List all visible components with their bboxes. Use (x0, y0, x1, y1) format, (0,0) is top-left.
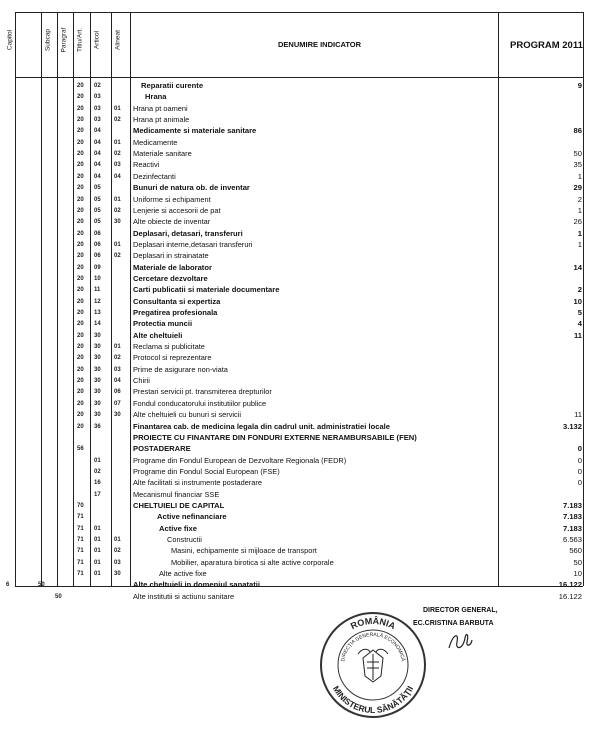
cell-titlu: 71 (77, 571, 84, 578)
cell-articol: 02 (94, 468, 101, 475)
cell-titlu: 20 (77, 355, 84, 362)
header-capitol: Capitol (6, 29, 14, 51)
table-row (0, 205, 600, 217)
table-row (0, 114, 600, 126)
cell-denumire: Active nefinanciare (157, 512, 227, 522)
cell-articol: 03 (94, 105, 101, 112)
cell-titlu: 20 (77, 162, 84, 169)
table-row (0, 273, 600, 285)
cell-alineat: 01 (114, 105, 121, 112)
cell-alineat: 30 (114, 412, 121, 419)
table-row (0, 386, 600, 398)
table-row (0, 352, 600, 364)
cell-titlu: 20 (77, 207, 84, 214)
table-row (0, 182, 600, 194)
cell-articol: 10 (94, 275, 101, 282)
cell-program: 0 (577, 478, 582, 488)
cell-articol: 30 (94, 344, 101, 351)
handwritten-signature (445, 628, 475, 654)
cell-titlu: 70 (77, 502, 84, 509)
cell-program: 1 (577, 228, 582, 238)
cell-titlu: 20 (77, 253, 84, 260)
table-row (0, 443, 600, 455)
cell-denumire: Prime de asigurare non-viata (133, 364, 228, 374)
cell-titlu: 20 (77, 298, 84, 305)
cell-alineat: 30 (114, 571, 121, 578)
table-row (0, 500, 600, 512)
cell-titlu: 71 (77, 548, 84, 555)
table-row (0, 262, 600, 274)
cell-program: 35 (573, 160, 582, 170)
table-row (0, 341, 600, 353)
cell-titlu: 71 (77, 537, 84, 543)
table-row (0, 148, 600, 160)
table-row (0, 307, 600, 319)
cell-program: 2 (577, 285, 582, 295)
table-row (0, 523, 600, 535)
header-subcap: Subcap (44, 28, 52, 52)
cell-titlu: 20 (77, 321, 84, 328)
cell-titlu: 20 (77, 264, 84, 271)
cell-denumire: Mobilier, aparatura birotica si alte active corporale (171, 557, 334, 567)
cell-denumire: Alte active fixe (159, 569, 207, 579)
cell-titlu: 20 (77, 139, 84, 146)
table-row (0, 91, 600, 103)
cell-denumire: Chirii (133, 376, 150, 386)
cell-titlu: 20 (77, 287, 84, 294)
cell-articol: 30 (94, 366, 101, 373)
cell-program: 2 (577, 194, 582, 204)
cell-alineat: 06 (114, 389, 121, 396)
cell-articol: 30 (94, 400, 101, 407)
cell-alineat: 03 (114, 162, 121, 169)
cell-titlu: 20 (77, 117, 84, 124)
cell-titlu: 20 (77, 83, 84, 89)
cell-program: 7.183 (562, 500, 582, 510)
cell-titlu: 56 (77, 446, 84, 453)
table-row (0, 398, 600, 410)
cell-titlu: 20 (77, 332, 84, 339)
cell-articol: 05 (94, 207, 101, 214)
stamp-bottom-text: MINISTERUL SĂNĂTĂŢII (330, 683, 416, 716)
header-denumire: DENUMIRE INDICATOR (278, 40, 362, 49)
cell-program: 1 (577, 171, 582, 181)
cell-denumire: Deplasari interne,detasari transferuri (133, 239, 253, 249)
cell-alineat: 01 (114, 139, 121, 146)
table-row (0, 125, 600, 137)
table-row (0, 511, 600, 523)
cell-denumire: Reparatii curente (141, 81, 204, 90)
cell-capitol: 6 (6, 582, 10, 589)
table-row (0, 364, 600, 376)
table-row (0, 318, 600, 330)
table-row (0, 375, 600, 387)
cell-denumire: Alte institutii si actiunu sanitare (133, 591, 235, 601)
cell-denumire: Constructii (167, 535, 202, 544)
cell-alineat: 01 (114, 241, 121, 248)
header-articol: Articol (93, 30, 101, 50)
cell-alineat: 02 (114, 253, 121, 260)
table-row (0, 409, 600, 421)
cell-titlu: 20 (77, 423, 84, 430)
table-row (0, 284, 600, 296)
cell-program: 6.563 (562, 535, 582, 544)
cell-titlu: 20 (77, 185, 84, 192)
cell-titlu: 20 (77, 378, 84, 385)
header-titlu: Titlu/Art. (76, 28, 84, 52)
cell-titlu: 71 (77, 559, 84, 566)
cell-denumire: Medicamente (133, 137, 178, 147)
cell-denumire: Protocol si reprezentare (133, 353, 212, 363)
table-row (0, 216, 600, 228)
table-row (0, 194, 600, 206)
cell-denumire: Protectia muncii (133, 319, 193, 329)
cell-denumire: Mecanismul financiar SSE (133, 489, 220, 499)
cell-articol: 05 (94, 219, 101, 226)
cell-denumire: Materiale de laborator (133, 262, 212, 272)
table-row (0, 421, 600, 433)
cell-denumire: Prestari servicii pt. transmiterea drepturilor (133, 387, 272, 397)
ministry-stamp (318, 610, 428, 720)
cell-articol: 16 (94, 480, 101, 487)
cell-denumire: Medicamente si materiale sanitare (133, 126, 257, 136)
cell-articol: 01 (94, 537, 101, 543)
table-row (0, 239, 600, 251)
cell-denumire: Hrana pt oameni (133, 103, 188, 113)
table-row (0, 228, 600, 240)
cell-denumire: Programe din Fondul Social European (FSE) (133, 466, 280, 476)
cell-articol: 05 (94, 185, 101, 192)
cell-alineat: 02 (114, 207, 121, 214)
cell-articol: 01 (94, 457, 101, 464)
cell-program: 5 (577, 308, 582, 317)
cell-denumire: Pregatirea profesionala (133, 308, 218, 317)
cell-program: 16.122 (558, 580, 582, 590)
cell-titlu: 20 (77, 400, 84, 407)
cell-titlu: 20 (77, 366, 84, 373)
table-row (0, 568, 600, 580)
header-paragraf: Paragraf (60, 27, 68, 53)
cell-denumire: Carti publicatii si materiale documentare (133, 285, 280, 295)
table-row (0, 477, 600, 489)
cell-articol: 01 (94, 525, 101, 532)
cell-program: 11 (574, 410, 582, 420)
cell-titlu: 20 (77, 94, 84, 101)
cell-program: 4 (577, 319, 582, 329)
cell-articol: 30 (94, 332, 101, 339)
cell-program: 1 (577, 239, 582, 249)
table-row (0, 250, 600, 262)
cell-program: 7.183 (562, 523, 582, 533)
cell-articol: 30 (94, 378, 101, 385)
cell-titlu: 20 (77, 173, 84, 180)
cell-program: 1 (577, 205, 582, 215)
cell-titlu: 20 (77, 151, 84, 158)
cell-program: 86 (573, 126, 582, 136)
table-row (0, 330, 600, 342)
cell-titlu: 20 (77, 128, 84, 135)
cell-program: 29 (573, 183, 582, 193)
cell-articol: 03 (94, 94, 101, 101)
cell-alineat: 01 (114, 196, 121, 203)
cell-titlu: 20 (77, 105, 84, 112)
cell-denumire: Reactivi (133, 160, 160, 170)
cell-denumire: Uniforme si echipament (133, 194, 211, 204)
cell-program: 3.132 (562, 421, 582, 431)
stamp-top-text: ROMÂNIA (348, 615, 398, 632)
cell-program: 50 (573, 557, 582, 567)
cell-articol: 01 (94, 548, 101, 555)
cell-articol: 01 (94, 559, 101, 566)
signature-title: DIRECTOR GENERAL, (423, 607, 498, 614)
table-row (0, 466, 600, 478)
svg-text:ROMÂNIA (349, 615, 398, 632)
cell-denumire: Bunuri de natura ob. de inventar (133, 183, 250, 193)
header-program: PROGRAM 2011 (510, 40, 583, 51)
table-row (0, 545, 600, 557)
cell-alineat: 07 (114, 400, 121, 407)
cell-articol: 04 (94, 139, 101, 146)
cell-denumire: Hrana (145, 92, 167, 102)
cell-titlu: 20 (77, 310, 84, 316)
cell-articol: 06 (94, 253, 101, 260)
cell-program: 14 (573, 262, 582, 272)
table-row (0, 579, 600, 591)
cell-articol: 06 (94, 241, 101, 248)
cell-titlu: 20 (77, 219, 84, 226)
cell-titlu: 20 (77, 241, 84, 248)
cell-subcap: 50 (38, 582, 45, 589)
cell-denumire: Alte cheltuieli cu bunuri si servicii (133, 410, 242, 420)
cell-denumire: CHELTUIELI DE CAPITAL (133, 500, 225, 510)
cell-program: 0 (577, 444, 582, 454)
coat-of-arms-icon (358, 649, 388, 682)
cell-articol: 03 (94, 117, 101, 124)
table-row (0, 557, 600, 569)
cell-program: 9 (577, 81, 582, 90)
cell-articol: 30 (94, 412, 101, 419)
cell-alineat: 30 (114, 219, 121, 226)
cell-alineat: 01 (114, 537, 121, 543)
cell-program: 50 (573, 149, 582, 159)
cell-titlu: 20 (77, 230, 84, 237)
table-row (0, 80, 600, 92)
cell-articol: 04 (94, 173, 101, 180)
cell-program: 10 (573, 569, 582, 579)
table-row (0, 171, 600, 183)
cell-articol: 30 (94, 389, 101, 396)
cell-articol: 14 (94, 321, 101, 328)
cell-denumire: Deplasari in strainatate (133, 251, 209, 261)
cell-denumire: Finantarea cab. de medicina legala din cadrul unit. administratiei locale (133, 421, 390, 431)
cell-alineat: 03 (114, 366, 121, 373)
cell-titlu: 71 (77, 525, 84, 532)
cell-alineat: 04 (114, 173, 121, 180)
table-row (0, 159, 600, 171)
cell-denumire: Programe din Fondul European de Dezvoltare Regionala (FEDR) (133, 455, 347, 465)
stamp-inner-text: DIRECŢIA GENERALĂ ECONOMICĂ (340, 631, 406, 662)
cell-alineat: 02 (114, 548, 121, 555)
cell-articol: 30 (94, 355, 101, 362)
table-row (0, 455, 600, 467)
cell-denumire: Alte cheltuieli in domeniul sanatatii (133, 580, 261, 590)
cell-denumire: Deplasari, detasari, transferuri (133, 228, 243, 238)
cell-denumire: Alte obiecte de inventar (133, 217, 211, 227)
cell-denumire: Reclama si publicitate (133, 342, 205, 352)
cell-denumire: Alte cheltuieli (133, 330, 183, 340)
cell-articol: 01 (94, 571, 101, 578)
cell-titlu: 71 (77, 514, 84, 521)
cell-alineat: 04 (114, 378, 121, 385)
cell-articol: 04 (94, 162, 101, 169)
cell-articol: 36 (94, 423, 101, 430)
cell-alineat: 02 (114, 355, 121, 362)
cell-alineat: 01 (114, 344, 121, 351)
cell-titlu: 20 (77, 275, 84, 282)
cell-denumire: Materiale sanitare (133, 149, 192, 159)
cell-program: 0 (577, 455, 582, 465)
cell-titlu: 20 (77, 412, 84, 419)
cell-alineat: 02 (114, 117, 121, 124)
cell-articol: 12 (94, 298, 101, 305)
cell-program: 10 (573, 296, 582, 306)
table-row (0, 137, 600, 149)
table-row (0, 432, 600, 444)
cell-titlu: 20 (77, 196, 84, 203)
cell-articol: 05 (94, 196, 101, 203)
cell-denumire: Active fixe (159, 523, 197, 533)
cell-program: 11 (573, 330, 582, 340)
table-row (0, 591, 600, 603)
cell-titlu: 20 (77, 344, 84, 351)
cell-denumire: Consultanta si expertiza (133, 296, 221, 306)
cell-denumire: Hrana pt animale (133, 115, 190, 125)
cell-denumire: Fondul conducatorului institutiilor publice (133, 398, 267, 408)
cell-articol: 04 (94, 128, 101, 135)
cell-articol: 04 (94, 151, 101, 158)
cell-articol: 02 (94, 83, 101, 89)
cell-denumire: Cercetare dezvoltare (133, 273, 208, 283)
cell-titlu: 20 (77, 389, 84, 396)
header-alineat: Alineat (114, 30, 122, 50)
cell-alineat: 03 (114, 559, 121, 566)
cell-alineat: 02 (114, 151, 121, 158)
cell-denumire: PROIECTE CU FINANTARE DIN FONDURI EXTERNE NERAMBURSABILE (FEN) (133, 432, 417, 442)
cell-program: 7.183 (562, 512, 582, 522)
cell-program: 16.122 (558, 591, 582, 601)
cell-articol: 13 (94, 310, 101, 316)
table-row (0, 534, 600, 546)
cell-articol: 17 (94, 491, 101, 498)
table-row (0, 489, 600, 501)
svg-text:DIRECŢIA GENERALĂ ECONOMICĂ (340, 632, 407, 663)
cell-denumire: Masini, echipamente si mijloace de transport (171, 546, 317, 556)
cell-articol: 11 (94, 287, 101, 294)
table-row (0, 103, 600, 115)
cell-program: 0 (577, 466, 582, 476)
cell-denumire: Alte facilitati si instrumente postaderare (133, 478, 262, 488)
cell-denumire: Lenjerie si accesorii de pat (133, 205, 221, 215)
cell-articol: 06 (94, 230, 101, 237)
cell-denumire: Dezinfectanti (133, 171, 176, 181)
cell-paragraf: 50 (55, 593, 62, 600)
table-row (0, 296, 600, 308)
cell-articol: 09 (94, 264, 101, 271)
signature-name: EC.CRISTINA BARBUTA (413, 620, 494, 627)
cell-denumire: POSTADERARE (133, 444, 191, 454)
cell-program: 560 (569, 546, 582, 556)
cell-program: 26 (573, 217, 582, 227)
